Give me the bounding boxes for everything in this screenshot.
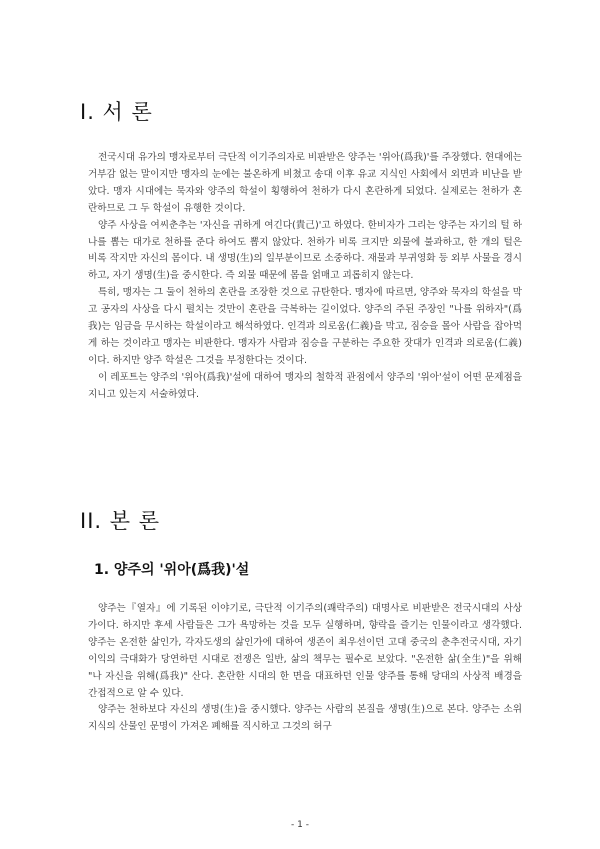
intro-paragraph-4: 이 레포트는 양주의 '위아(爲我)'설에 대하여 맹자의 철학적 관점에서 양주의 '위아'설이 어떤 문제점을 지니고 있는지 서술하였다. [88,371,522,400]
intro-heading: I. 서 론 [80,100,153,124]
body-paragraph-1: 양주는『열자』에 기록된 이야기로, 극단적 이기주의(쾌락주의) 대명사로 비판받은 전국시대의 사상가이다. 하지만 후세 사람들은 그가 욕망하는 것을 모두 실행하며, 향락을 즐기는 인물이라고 생각했다. 양주는 온전한 삶인가, 각자도생의 삶인가에 대하여 생존이 최우선이던 고대 중국의 춘추전국시대, 자기 이익의 극대화가 당연하던 시대로 전쟁은 일반, 삶의 책무는 필수로 보았다. "온전한 삶(全生)"을 위해 "나 자신을 위해(爲我)" 산다. 혼란한 시대의 한 면을 대표하던 인물 양주를 통해 당대의 사상적 배경을 간접적으로 알 수 있다. [88,603,522,699]
body-subheading: 1. 양주의 '위아(爲我)'설 [94,562,250,578]
body-paragraph-2: 양주는 천하보다 자신의 생명(生)을 중시했다. 양주는 사람의 본질을 생명(生)으로 본다. 양주는 소위 지식의 산물인 문명이 가져온 폐해를 직시하고 그것의 허구 [88,704,522,733]
page-number: - 1 - [291,820,309,830]
intro-paragraph-3: 특히, 맹자는 그 둘이 천하의 혼란을 조장한 것으로 규탄한다. 맹자에 따르면, 양주와 묵자의 학설을 막고 공자의 사상을 다시 펼치는 것만이 혼란을 극복하는 길이었다. 양주의 주된 주장인 "나를 위하자"(爲我)는 임금을 무시하는 학설이라고 해석하였다. 인격과 의로움(仁義)을 막고, 짐승을 몰아 사람을 잡아먹게 하는 것이라고 맹자는 비판한다. 맹자가 사람과 짐승을 구분하는 주요한 잣대가 인격과 의로움(仁義)이다. 하지만 양주 학설은 그것을 부정한다는 것이다. [88,287,522,366]
intro-paragraph-1: 전국시대 유가의 맹자로부터 극단적 이기주의자로 비판받은 양주는 '위아(爲我)'를 주장했다. 현대에는 거부감 없는 말이지만 맹자의 눈에는 불온하게 비쳤고 송대 이후 유교 지식인 사회에서 외면과 비난을 받았다. 맹자 시대에는 묵자와 양주의 학설이 횡행하여 천하가 다시 혼란하게 되었다. 실제로는 천하가 혼란하므로 그 두 학설이 유행한 것이다. [88,152,522,214]
intro-text-block [88,150,522,404]
intro-paragraph-2: 양주 사상을 여씨춘추는 '자신을 귀하게 여긴다(貴己)'고 하였다. 한비자가 그리는 양주는 자기의 털 하나를 뽑는 대가로 천하를 준다 하여도 뽑지 않았다. 천하가 비록 크지만 외물에 불과하고, 한 개의 털은 비록 작지만 자신의 몸이다. 내 생명(生)의 일부분이므로 소중하다. 재물과 부귀영화 등 외부 사물을 경시하고, 자기 생명(生)을 중시한다. 즉 외물 때문에 몸을 얽매고 괴롭히지 않는다. [88,219,522,282]
body-heading: II. 본 론 [80,509,160,533]
body-text-block [88,601,522,736]
